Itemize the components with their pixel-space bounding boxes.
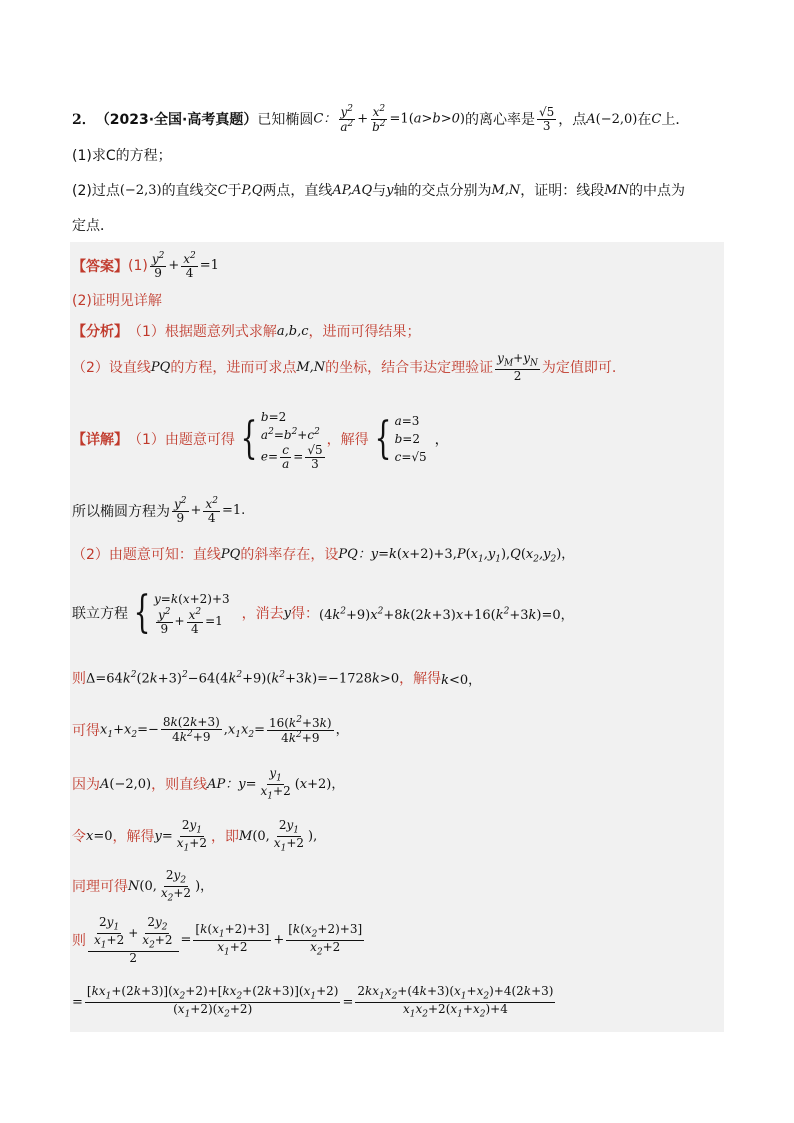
answer-label: 【答案】 <box>72 259 128 275</box>
detail-line8: 令 x=0 ，解得 y= $\frac{2y_1}{x_1+2}$ ，即 M(0, $\frac{2y_1}{x_1+2}$ ), <box>72 817 318 853</box>
analysis-line2: （2）设直线 PQ 的方程，进而可求点 M,N 的坐标，结合韦达定理验证 $\frac{y_M+y_N}{2}$ 为定值即可. <box>72 350 617 383</box>
ellipse-equation: C： $\frac{y^2}{a^2}$ + $\frac{x^2}{b^2}$ =1(a>b>0) <box>313 103 465 134</box>
detail-line1: 【详解】 （1）由题意可得 { b=2 $a^2=b^2+c^2$ e= $\frac{c}{a}$ = $\frac{√5}{3}$ ，解得 { a=3 b=2 c=√5 ， <box>72 409 449 471</box>
analysis-label: 【分析】 <box>72 324 128 340</box>
problem-source: （2023·全国·高考真题） <box>95 112 258 128</box>
detail-label: 【详解】 <box>72 432 128 448</box>
detail-line4: 联立方程 { y=k(x+2)+3 $\frac{y^2}{9}$ + $\frac{x^2}{4}$ =1 ，消去 y 得： $(4k^2+9)x^2+8k(2k+3)x+16(k^2+3k)=0$， <box>72 587 574 638</box>
problem-part2-tail: 定点． <box>72 218 114 234</box>
eccentricity: $\frac{√5}{3}$ <box>539 104 555 133</box>
detail-line5: 则 $\Delta=64k^2(2k+3)^2-64(4k^2+9)(k^2+3k)=-1728k>0$ ，解得 k<0， <box>72 669 482 688</box>
detail-line3: （2）由题意可知：直线 PQ 的斜率存在，设 PQ：$y=k(x+2)+3,P(x_1,y_1),Q(x_2,y_2)$， <box>72 546 575 565</box>
answer-part2: (2)证明见详解 <box>72 293 162 309</box>
problem-part1: (1)求C的方程； <box>72 148 172 164</box>
problem-part2: (2)过点 (−2,3) 的直线交 C 于 P,Q 两点，直线 AP,AQ 与 y 轴的交点分别为 M,N ，证明：线段 MN 的中点为 <box>72 182 685 199</box>
detail-line7: 因为 A(−2,0) ，则直线 AP：y= $\frac{y_1}{x_1+2}$ (x+2)， <box>72 765 345 801</box>
problem-number: 2． <box>72 112 96 128</box>
detail-line2: 所以椭圆方程为 $\frac{y^2}{9}$ + $\frac{x^2}{4}$ =1. <box>72 496 246 525</box>
detail-line11: = $\frac{[kx_1+(2k+3)](x_2+2)+[kx_2+(2k+3)](x_1+2)}{(x_1+2)(x_2+2)}$ = $\frac{2kx_1x_2+(4k+3)(x_1+x_2)+4(2k+3)}{x_1x_2+2(x_1+x_2)+4}$ <box>72 983 554 1019</box>
detail-line9: 同理可得 N(0, $\frac{2y_2}{x_2+2}$ )， <box>72 867 214 903</box>
analysis-line1: 【分析】 （1）根据题意列式求解 a,b,c ，进而可得结果； <box>72 320 722 342</box>
answer-line: 【答案】 (1) $\frac{y^2}{9}$ + $\frac{x^2}{4}$ =1 <box>72 251 219 280</box>
detail-line10: 则 $\frac{2y_1}{x_1+2}$ + $\frac{2y_2}{x_2+2}$ 2 = $\frac{[k(x_1+2)+3]}{x_1+2}$ + $\frac{[k(x_2+2)+3]}{x_2+2}$ <box>72 914 363 965</box>
problem-stem: 2． （2023·全国·高考真题） 已知椭圆 C： $\frac{y^2}{a^2}$ + $\frac{x^2}{b^2}$ =1(a>b>0) 的离心率是 $\frac{√5}{3}$ ，点 A(−2,0) 在 C 上． <box>72 103 690 134</box>
detail-line6: 可得 $x_1+x_2=-$ $\frac{8k(2k+3)}{4k^2+9}$ $,x_1x_2=$ $\frac{16(k^2+3k)}{4k^2+9}$ ， <box>72 714 349 745</box>
